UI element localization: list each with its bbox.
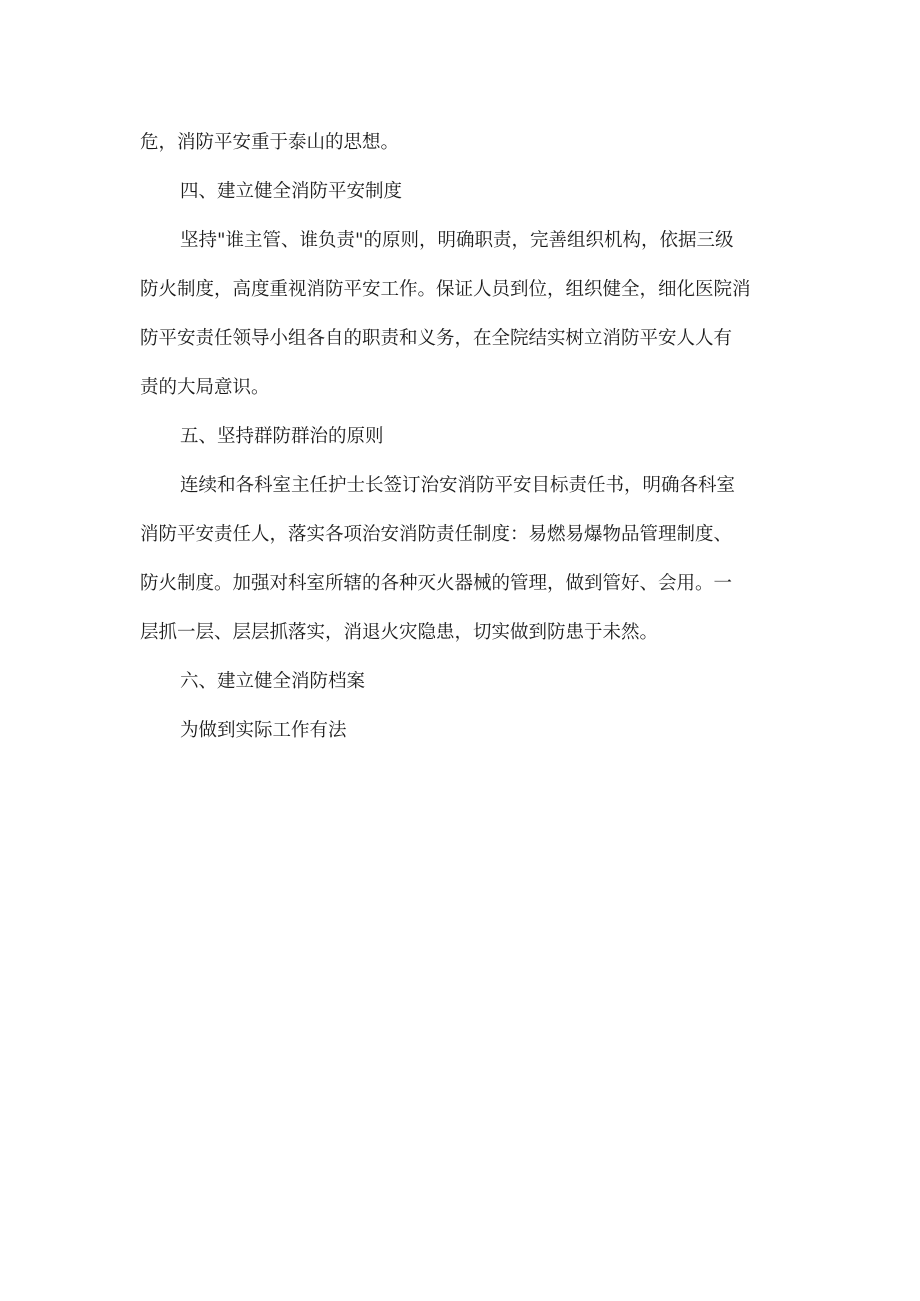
paragraph-line: 坚持"谁主管、谁负责"的原则，明确职责，完善组织机构，依据三级: [180, 230, 734, 251]
paragraph-line: 为做到实际工作有法: [180, 720, 347, 741]
section-heading-5: 五、坚持群防群治的原则: [180, 426, 384, 447]
paragraph-line: 防平安责任领导小组各自的职责和义务，在全院结实树立消防平安人人有: [140, 328, 733, 349]
section-heading-4: 四、建立健全消防平安制度: [180, 181, 403, 202]
paragraph-line: 责的大局意识。: [140, 377, 270, 398]
paragraph-line: 层抓一层、层层抓落实，消退火灾隐患，切实做到防患于未然。: [140, 622, 659, 643]
paragraph-line: 消防平安责任人，落实各项治安消防责任制度：易燃易爆物品管理制度、: [140, 524, 733, 545]
section-heading-6: 六、建立健全消防档案: [180, 671, 366, 692]
paragraph-line: 防火制度。加强对科室所辖的各种灭火器械的管理，做到管好、会用。一: [140, 573, 733, 594]
continued-fragment: 危，消防平安重于泰山的思想。: [140, 132, 400, 153]
document-body: [140, 118, 782, 755]
paragraph-line: 防火制度，高度重视消防平安工作。保证人员到位，组织健全，细化医院消: [140, 279, 751, 300]
paragraph-line: 连续和各科室主任护士长签订治安消防平安目标责任书，明确各科室: [180, 475, 736, 496]
